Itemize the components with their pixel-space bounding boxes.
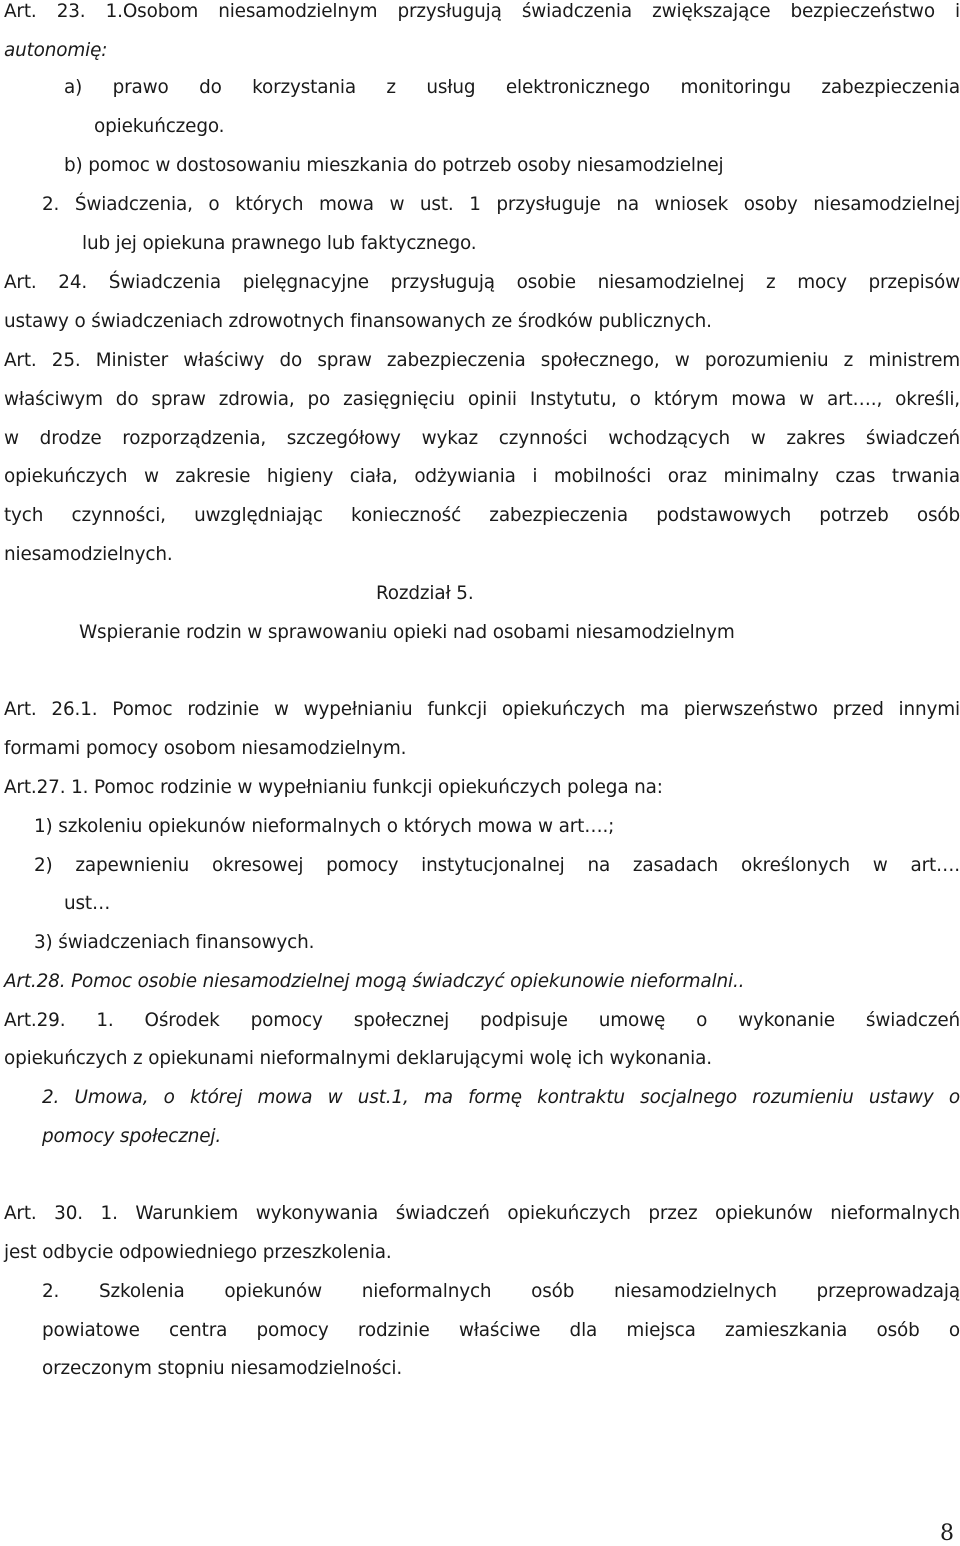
art-30-line-1: Art. 30. 1. Warunkiem wykonywania świadczeń opiekuńczych przez opiekunów nieformalnych xyxy=(4,1203,960,1224)
art-26-line-1: Art. 26.1. Pomoc rodzinie w wypełnianiu funkcji opiekuńczych ma pierwszeństwo przed innymi xyxy=(4,699,960,720)
art-25-line-2: właściwym do spraw zdrowia, po zasięgnięciu opinii Instytutu, o którym mowa w art…., określi, xyxy=(4,389,960,410)
chapter-title: Wspieranie rodzin w sprawowaniu opieki nad osobami niesamodzielnym xyxy=(79,622,735,643)
art-27-item-2-cont: ust… xyxy=(64,893,111,914)
art-30-ust-2-cont-2: orzeczonym stopniu niesamodzielności. xyxy=(42,1358,403,1379)
art-24-line-1: Art. 24. Świadczenia pielęgnacyjne przysługują osobie niesamodzielnej z mocy przepisów xyxy=(4,272,960,293)
art-29-line-2: opiekuńczych z opiekunami nieformalnymi deklarującymi wolę ich wykonania. xyxy=(4,1048,712,1069)
art-27-item-1: 1) szkoleniu opiekunów nieformalnych o których mowa w art….; xyxy=(34,816,615,837)
art-25-line-6: niesamodzielnych. xyxy=(4,544,173,565)
art-23-item-a-cont: opiekuńczego. xyxy=(94,116,225,137)
art-25-line-3: w drodze rozporządzenia, szczegółowy wykaz czynności wchodzących w zakres świadczeń xyxy=(4,428,960,449)
art-23-item-b: b) pomoc w dostosowaniu mieszkania do potrzeb osoby niesamodzielnej xyxy=(64,155,724,176)
art-24-line-2: ustawy o świadczeniach zdrowotnych finansowanych ze środków publicznych. xyxy=(4,311,712,332)
art-29-line-1: Art.29. 1. Ośrodek pomocy społecznej podpisuje umowę o wykonanie świadczeń xyxy=(4,1010,960,1031)
art-23-ust-2: 2. Świadczenia, o których mowa w ust. 1 przysługuje na wniosek osoby niesamodzielnej xyxy=(42,194,960,215)
page-number: 8 xyxy=(940,1521,954,1546)
art-30-line-2: jest odbycie odpowiedniego przeszkolenia. xyxy=(4,1242,392,1263)
art-27-intro: Art.27. 1. Pomoc rodzinie w wypełnianiu funkcji opiekuńczych polega na: xyxy=(4,777,663,798)
art-23-line-2: autonomię: xyxy=(4,40,108,61)
art-23-ust-2-cont: lub jej opiekuna prawnego lub faktycznego. xyxy=(82,233,477,254)
art-30-ust-2-cont-1: powiatowe centra pomocy rodzinie właściwe dla miejsca zamieszkania osób o xyxy=(42,1320,960,1341)
art-23-item-a: a) prawo do korzystania z usług elektronicznego monitoringu zabezpieczenia xyxy=(64,77,960,98)
art-27-item-2: 2) zapewnieniu okresowej pomocy instytucjonalnej na zasadach określonych w art…. xyxy=(34,855,960,876)
art-27-item-3: 3) świadczeniach finansowych. xyxy=(34,932,315,953)
art-30-ust-2: 2. Szkolenia opiekunów nieformalnych osób niesamodzielnych przeprowadzają xyxy=(42,1281,960,1302)
art-25-line-4: opiekuńczych w zakresie higieny ciała, odżywiania i mobilności oraz minimalny czas trwania xyxy=(4,466,960,487)
art-28: Art.28. Pomoc osobie niesamodzielnej mogą świadczyć opiekunowie nieformalni.. xyxy=(4,971,745,992)
art-25-line-1: Art. 25. Minister właściwy do spraw zabezpieczenia społecznego, w porozumieniu z ministrem xyxy=(4,350,960,371)
art-26-line-2: formami pomocy osobom niesamodzielnym. xyxy=(4,738,407,759)
art-29-ust-2: 2. Umowa, o której mowa w ust.1, ma formę kontraktu socjalnego rozumieniu ustawy o xyxy=(42,1087,960,1108)
art-23-line-1: Art. 23. 1.Osobom niesamodzielnym przysługują świadczenia zwiększające bezpieczeństwo i xyxy=(4,1,960,22)
art-29-ust-2-cont: pomocy społecznej. xyxy=(42,1126,222,1147)
chapter-number: Rozdział 5. xyxy=(376,583,474,604)
art-25-line-5: tych czynności, uwzględniając konieczność zabezpieczenia podstawowych potrzeb osób xyxy=(4,505,960,526)
